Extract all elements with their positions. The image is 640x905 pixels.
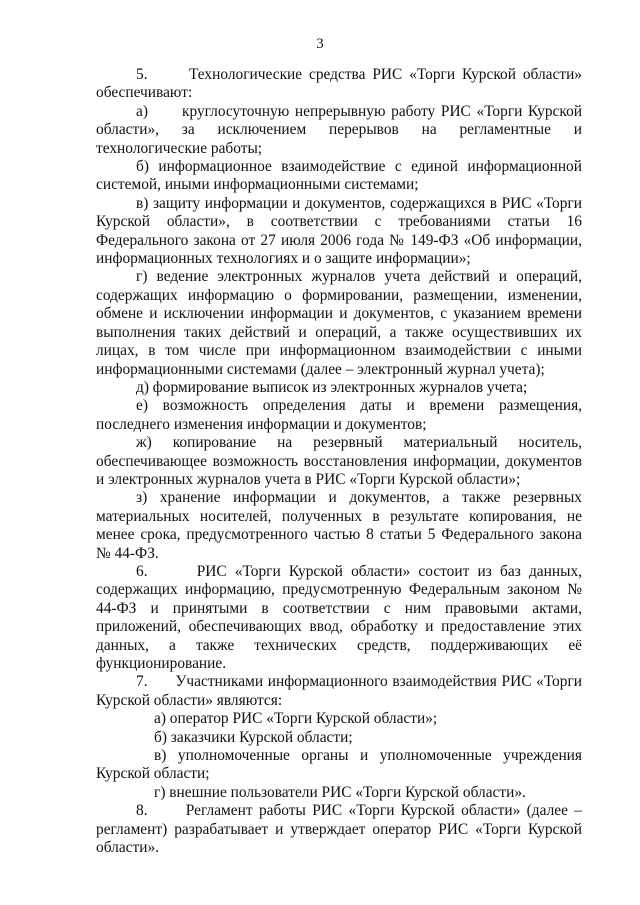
list-item-7v: в) уполномоченные органы и уполномоченные учреждения Курской области; [96,747,582,783]
list-item-5a: а) круглосуточную непрерывную работу РИС «Торги Курской области», за исключением перерывов на регламентные и технологические работы; [96,102,582,157]
list-item-5v: в) защиту информации и документов, содержащихся в РИС «Торги Курской области», в соответствии с требованиями статьи 16 Федерального закона от 27 июля 2006 года № 149-ФЗ «Об информации, информационных технологиях и о защите информации»; [96,194,582,268]
list-item-5e: е) возможность определения даты и времени размещения, последнего изменения информации и документов; [96,397,582,433]
document-body [96,66,582,857]
paragraph-6: 6. РИС «Торги Курской области» состоит из баз данных, содержащих информацию, предусмотренную Федеральным законом № 44-ФЗ и принятыми в соответствии с ним правовыми актами, приложений, обеспечивающих ввод, обработку и предоставление этих данных, а также технических средств, поддерживающих её функционирование. [96,562,582,672]
paragraph-8: 8. Регламент работы РИС «Торги Курской области» (далее – регламент) разрабатывает и утверждает оператор РИС «Торги Курской области». [96,802,582,857]
list-item-5g: г) ведение электронных журналов учета действий и операций, содержащих информацию о формировании, размещении, изменении, обмене и исключении информации и документов, с указанием времени выполнения таких действий и операций, а также осуществивших их лицах, в том числе при информационном взаимодействии с иными информационными системами (далее – электронный журнал учета); [96,268,582,378]
paragraph-7: 7. Участниками информационного взаимодействия РИС «Торги Курской области» являются: [96,673,582,709]
list-item-7a: а) оператор РИС «Торги Курской области»; [154,710,438,728]
page-number: 3 [316,36,324,52]
list-item-7b: б) заказчики Курской области; [154,728,353,746]
list-item-5d: д) формирование выписок из электронных журналов учета; [136,378,528,396]
paragraph-5: 5. Технологические средства РИС «Торги Курской области» обеспечивают: [96,66,582,102]
list-item-5zh: ж) копирование на резервный материальный носитель, обеспечивающее возможность восстановления информации, документов и электронных журналов учета в РИС «Торги Курской области»; [96,434,582,488]
list-item-7g: г) внешние пользователи РИС «Торги Курской области». [154,783,526,801]
list-item-5z: з) хранение информации и документов, а также резервных материальных носителей, полученных в результате копирования, не менее срока, предусмотренного частью 8 статьи 5 Федерального закона № 44-ФЗ. [96,489,582,562]
list-item-5b: б) информационное взаимодействие с единой информационной системой, иными информационными системами; [96,158,582,194]
